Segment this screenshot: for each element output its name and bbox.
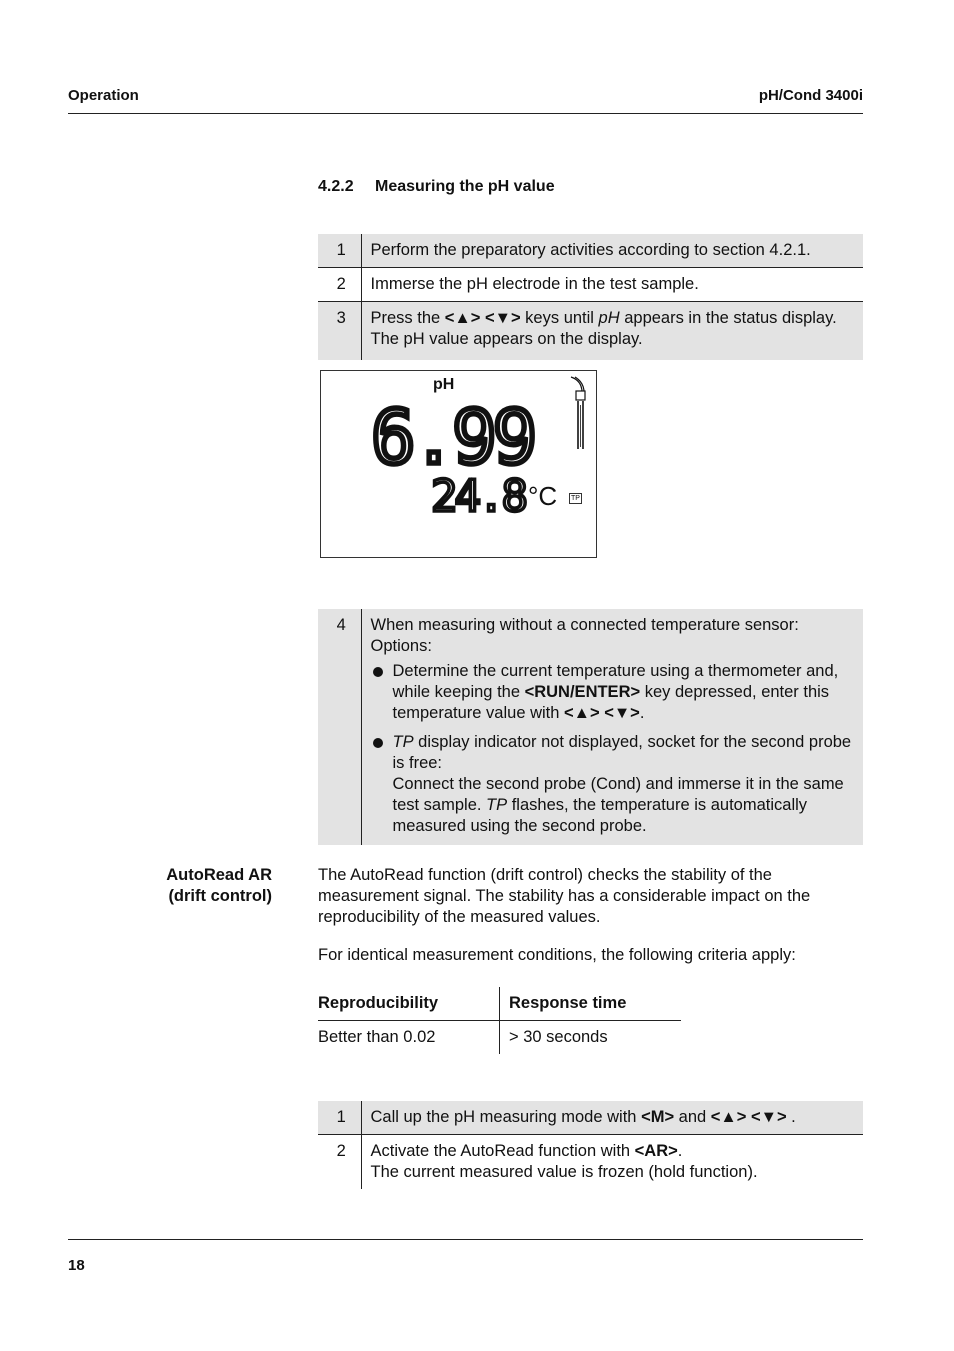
column-header: Reproducibility: [318, 987, 500, 1021]
step-text: Press the <▲> <▼> keys until pH appears in the status display. The pH value appears on the display.: [361, 302, 863, 361]
step-number: 1: [318, 1101, 361, 1135]
running-header-section: Operation: [68, 87, 139, 104]
page-number: 18: [68, 1257, 85, 1274]
display-value: 6.99: [371, 395, 534, 481]
table-row: [318, 1021, 681, 1055]
table-cell: > 30 seconds: [509, 1028, 608, 1046]
options-list: [371, 661, 856, 837]
display-unit: °C: [528, 481, 558, 511]
steps-table-1: [318, 234, 863, 360]
section-heading: [318, 178, 555, 196]
autoread-paragraph: The AutoRead function (drift control) checks the stability of the measurement signal. The stability has a considerable impact on the reproducibility of the measured values.: [318, 866, 811, 926]
criteria-table: [318, 987, 681, 1054]
steps-table-2: [318, 1101, 863, 1189]
step-text: Perform the preparatory activities according to section 4.2.1.: [361, 234, 863, 268]
display-temperature: 24.8: [431, 471, 525, 522]
bullet-icon: [373, 667, 383, 677]
criteria-intro: For identical measurement conditions, the following criteria apply:: [318, 946, 796, 964]
list-item: TP display indicator not displayed, socket for the second probe is free: Connect the second probe (Cond) and immerse it in the same test sample. TP flashes, the temperature is automatically measured using the second probe.: [371, 732, 856, 837]
running-header-product: pH/Cond 3400i: [758, 87, 863, 104]
key-arrows: <▲> <▼>: [444, 309, 521, 327]
step-number: 4: [318, 609, 361, 845]
header-rule: [68, 113, 863, 114]
list-item: Determine the current temperature using a thermometer and, while keeping the <RUN/ENTER> key depressed, enter this temperature value with <▲> <▼>.: [371, 661, 856, 724]
step-row: [318, 609, 863, 845]
step-text: Activate the AutoRead function with <AR>. The current measured value is frozen (hold function).: [370, 1142, 758, 1181]
footer-rule: [68, 1239, 863, 1240]
bullet-icon: [373, 738, 383, 748]
step-number: 3: [318, 302, 361, 361]
step-row: [318, 268, 863, 302]
ph-indicator-text: pH: [598, 309, 620, 327]
step-text: Call up the pH measuring mode with <M> and <▲> <▼> .: [361, 1101, 863, 1135]
step-row: [318, 302, 863, 361]
table-cell: Better than 0.02: [318, 1021, 500, 1055]
step-row: [318, 1135, 863, 1190]
electrode-icon: [571, 377, 585, 449]
step-text: Immerse the pH electrode in the test sample.: [361, 268, 863, 302]
step-row: [318, 234, 863, 268]
lcd-digits: [321, 371, 598, 559]
step-text: When measuring without a connected temperature sensor: Options: Determine the current temperature using a thermometer and, while keeping the <RUN/ENTER> key depressed, enter this temperature value with <▲> <▼>. TP display indicator not displayed, socket for the second probe is free: Connect the second probe (Cond) and immerse it in the same test sample. TP flashes, the temperature is automatically measured using the second probe.: [361, 609, 863, 845]
section-title: Measuring the pH value: [375, 178, 555, 195]
step-number: 2: [318, 1135, 361, 1190]
step-number: 1: [318, 234, 361, 268]
table-header-row: [318, 987, 681, 1021]
side-heading-autoread: AutoRead AR (drift control): [166, 866, 272, 905]
column-header: Response time: [500, 987, 682, 1021]
display-mode-label: pH: [433, 376, 455, 393]
step-row: [318, 1101, 863, 1135]
step-number: 2: [318, 268, 361, 302]
steps-table-step4: [318, 609, 863, 845]
section-number: 4.2.2: [318, 178, 354, 195]
lcd-display: [320, 370, 597, 558]
tp-indicator: TP: [571, 495, 580, 502]
